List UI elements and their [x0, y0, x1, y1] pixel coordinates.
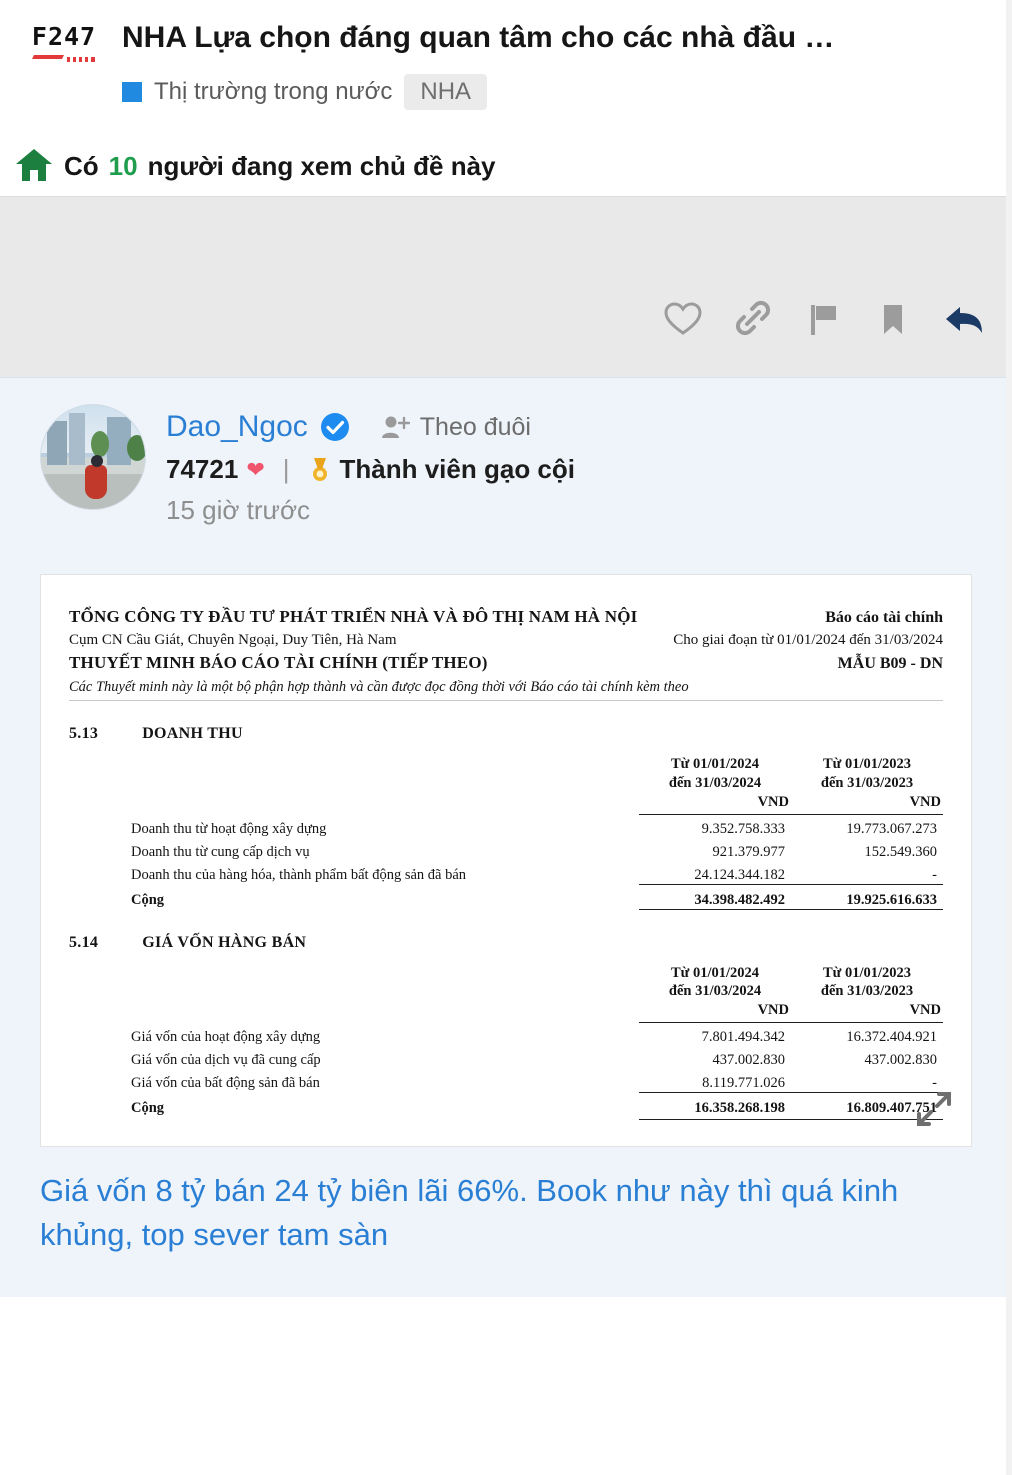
- row-label: Giá vốn của dịch vụ đã cung cấp: [131, 1052, 321, 1069]
- total-rule-bottom: [69, 909, 943, 910]
- header-text-block: [110, 14, 994, 110]
- home-icon[interactable]: [14, 147, 54, 185]
- breadcrumb: [122, 74, 994, 110]
- total-rule-top: [69, 884, 943, 885]
- column-line2: đến 31/03/2024: [668, 774, 762, 791]
- total-value: 19.925.616.633: [846, 891, 937, 908]
- column-unit: VND: [909, 1002, 941, 1019]
- post-header: [0, 404, 1012, 526]
- viewers-count: 10: [108, 150, 138, 181]
- viewers-row: [0, 130, 1012, 196]
- viewers-prefix: Có: [64, 150, 99, 181]
- document-note: Các Thuyết minh này là một bộ phận hợp thành và cần được đọc đồng thời với Báo cáo tài chính kèm theo: [69, 679, 689, 696]
- row-value: -: [932, 1075, 937, 1092]
- total-rule-bottom: [69, 1119, 943, 1120]
- add-user-icon: [380, 414, 410, 440]
- breadcrumb-forum[interactable]: Thị trường trong nước: [154, 78, 393, 105]
- document-address: Cụm CN Cầu Giát, Chuyên Ngoại, Duy Tiên, Hà Nam: [69, 631, 397, 648]
- row-value: 152.549.360: [864, 843, 937, 860]
- avatar[interactable]: [40, 404, 146, 510]
- document-header: [69, 605, 943, 701]
- total-value: 34.398.482.492: [694, 891, 785, 908]
- post-body-text: Giá vốn 8 tỷ bán 24 tỷ biên lãi 66%. Book như này thì quá kinh khủng, top sever tam sàn: [40, 1173, 899, 1253]
- status-badge[interactable]: NHA: [404, 74, 487, 110]
- total-rule-top: [69, 1092, 943, 1093]
- section-name: DOANH THU: [142, 725, 243, 743]
- row-value: 437.002.830: [712, 1052, 785, 1069]
- avatar-tree: [91, 431, 109, 457]
- row-label: Giá vốn của hoạt động xây dựng: [131, 1029, 321, 1046]
- user-points: 74721: [166, 454, 239, 484]
- column-header: [791, 755, 943, 812]
- page-title: NHA Lựa chọn đáng quan tâm cho các nhà đầu …: [122, 21, 835, 54]
- avatar-person: [85, 465, 107, 499]
- like-icon[interactable]: [662, 297, 704, 341]
- avatar-tree: [127, 435, 146, 461]
- total-label: Cộng: [131, 891, 165, 908]
- username-link[interactable]: Dao_Ngoc: [166, 410, 308, 443]
- section-column-headers: [69, 755, 943, 812]
- flag-icon[interactable]: [802, 297, 844, 341]
- follow-label: Theo đuôi: [419, 412, 531, 441]
- document-subtitle-row: [69, 651, 943, 676]
- site-logo[interactable]: [18, 14, 110, 62]
- avatar-person-head: [91, 455, 103, 467]
- heart-icon: ❤: [246, 456, 265, 482]
- thread-header: [0, 0, 1012, 130]
- total-value: 16.809.407.751: [846, 1100, 937, 1117]
- logo-accent: [33, 54, 95, 62]
- follow-button[interactable]: [380, 413, 531, 442]
- row-value: 9.352.758.333: [701, 820, 785, 837]
- row-label: Doanh thu từ hoạt động xây dựng: [131, 820, 327, 837]
- table-row: [69, 1029, 943, 1046]
- column-line1: Từ 01/01/2023: [822, 756, 912, 773]
- post-timestamp: 15 giờ trước: [166, 495, 310, 525]
- section-heading: [69, 725, 943, 743]
- link-icon[interactable]: [732, 297, 774, 341]
- scrollbar[interactable]: [1006, 0, 1012, 1475]
- medal-icon: [308, 456, 332, 484]
- avatar-building: [69, 413, 85, 465]
- document-divider: [69, 700, 943, 701]
- document-company: TỔNG CÔNG TY ĐẦU TƯ PHÁT TRIỂN NHÀ VÀ ĐÔ THỊ NAM HÀ NỘI: [69, 607, 638, 626]
- post-container: [0, 378, 1012, 1297]
- forum-square-icon: [122, 82, 142, 102]
- meta-divider: |: [282, 454, 290, 484]
- row-value: 16.372.404.921: [846, 1029, 937, 1046]
- column-unit: VND: [757, 793, 789, 810]
- table-total-row: [69, 892, 943, 909]
- total-label: Cộng: [131, 1100, 165, 1117]
- table-row: [69, 867, 943, 884]
- column-line1: Từ 01/01/2023: [822, 964, 912, 981]
- user-rank: Thành viên gạo cội: [339, 454, 575, 484]
- section-number: 5.14: [69, 933, 99, 951]
- row-value: 8.119.771.026: [702, 1075, 785, 1092]
- table-row: [69, 1052, 943, 1069]
- row-value: 19.773.067.273: [846, 820, 937, 837]
- document-title-row: [69, 605, 943, 630]
- user-meta-row: [166, 454, 575, 485]
- post-user-block: [166, 404, 575, 526]
- document-title: THUYẾT MINH BÁO CÁO TÀI CHÍNH (TIẾP THEO): [69, 653, 488, 673]
- section-name: GIÁ VỐN HÀNG BÁN: [142, 933, 307, 951]
- row-value: 437.002.830: [864, 1052, 937, 1069]
- column-rule: [69, 814, 943, 815]
- verified-badge-icon: [320, 412, 350, 442]
- table-row: [69, 1075, 943, 1092]
- column-header: [791, 964, 943, 1021]
- avatar-building: [47, 421, 67, 465]
- column-unit: VND: [757, 1002, 789, 1019]
- document-report-label: Báo cáo tài chính: [825, 609, 943, 626]
- document-section: [69, 725, 943, 910]
- column-line2: đến 31/03/2024: [668, 983, 762, 1000]
- table-row: [69, 821, 943, 838]
- row-value: 24.124.344.182: [694, 866, 785, 883]
- column-line2: đến 31/03/2023: [820, 774, 914, 791]
- row-value: -: [932, 866, 937, 883]
- post-actions: [662, 297, 984, 341]
- document-section: [69, 934, 943, 1121]
- column-header: [639, 755, 791, 812]
- column-unit: VND: [909, 793, 941, 810]
- total-value: 16.358.268.198: [694, 1100, 785, 1117]
- row-value: 7.801.494.342: [701, 1029, 785, 1046]
- section-number: 5.13: [69, 725, 99, 743]
- section-heading: [69, 934, 943, 952]
- table-total-row: [69, 1100, 943, 1117]
- user-name-row: [166, 410, 575, 444]
- post-action-strip: [0, 196, 1012, 378]
- viewers-suffix: người đang xem chủ đề này: [147, 150, 496, 181]
- row-value: 921.379.977: [712, 843, 785, 860]
- column-header: [639, 964, 791, 1021]
- document-period: Cho giai đoạn từ 01/01/2024 đến 31/03/2024: [673, 631, 943, 648]
- reply-icon[interactable]: [942, 297, 984, 341]
- bookmark-icon[interactable]: [872, 297, 914, 341]
- document-address-row: [69, 630, 943, 652]
- logo-wordmark: F247: [31, 22, 97, 51]
- table-row: [69, 844, 943, 861]
- column-line1: Từ 01/01/2024: [670, 964, 760, 981]
- row-label: Doanh thu của hàng hóa, thành phẩm bất động sản đã bán: [131, 866, 467, 883]
- document-form-code: MẪU B09 - DN: [837, 655, 943, 673]
- attached-document-image[interactable]: [40, 574, 972, 1147]
- column-rule: [69, 1022, 943, 1023]
- section-column-headers: [69, 964, 943, 1021]
- column-line2: đến 31/03/2023: [820, 983, 914, 1000]
- row-label: Giá vốn của bất động sản đã bán: [131, 1075, 320, 1092]
- expand-image-icon[interactable]: [913, 1088, 955, 1130]
- column-line1: Từ 01/01/2024: [670, 756, 760, 773]
- row-label: Doanh thu từ cung cấp dịch vụ: [131, 843, 310, 860]
